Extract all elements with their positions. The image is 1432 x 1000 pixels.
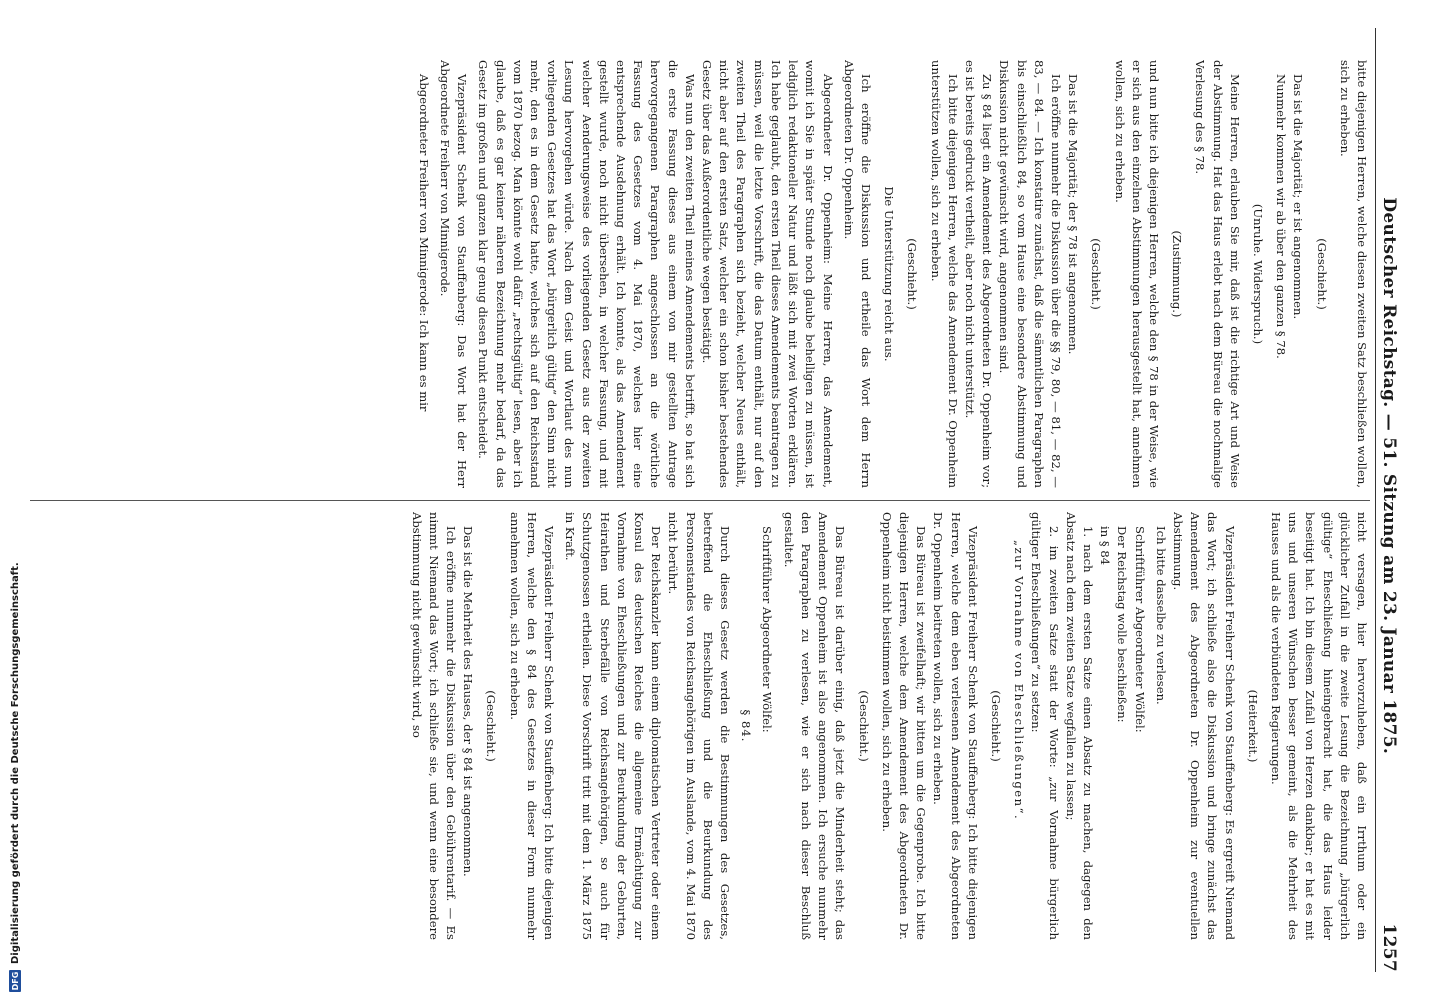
paragraph: Die Unterstützung reicht aus. bbox=[882, 186, 897, 362]
speaker-woelfel: Schriftführer Abgeordneter Wölfel: bbox=[760, 526, 775, 733]
paragraph: Nunmehr kommen wir ab über den ganzen § 78. bbox=[1274, 74, 1289, 359]
quote: „zur Vornahme von Eheschließungen“. bbox=[1012, 540, 1027, 821]
stage-direction: (Geschieht.) bbox=[1089, 238, 1104, 310]
funding-notice: Digitalisierung gefördert durch die Deutsche Forschungsgemeinschaft. bbox=[9, 562, 21, 964]
speech-stauffenberg: Vizepräsident Freiherr Schenk von Stauffenberg: Ich bitte diejenigen Herren, welche den § 84 des Gesetzes in dieser Form nunmehr annehmen wollen, sich zu erheben. bbox=[507, 512, 557, 940]
list-item: 2. im zweiten Satze statt der Worte: „zur Vornahme bürgerlich gültiger Eheschließungen“ zu setzen: bbox=[1029, 512, 1061, 940]
paragraph: Durch dieses Gesetz werden die Bestimmungen des Gesetzes, betreffend die Eheschließung und die Beurkundung des Personenstandes von Reichsangehörigen im Auslande, vom 4. Mai 1870 nicht berührt. bbox=[666, 512, 733, 940]
paragraph: bitte diejenigen Herren, welche diesen zweiten Satz beschließen wollen, sich zu erheben. bbox=[1337, 60, 1369, 488]
paragraph: Ich bitte diejenigen Herren, welche das Amendement Dr. Oppenheim unterstützen wollen, sich zu erheben. bbox=[928, 60, 960, 488]
paragraph: nicht versagen, hier hervorzuheben, daß ein Irrthum oder ein glücklicher Zufall in die zweite Lesung die Bezeichnung „bürgerlich gültige“ Eheschließung hineingebracht hat, die das Haus leider beseitigt hat. Ich bin diesem Zufall von Herzen dankbar; er hat es mit uns und unseren Wünschen besser gemeint, als die Mehrheit des Hauses und als die verbündeten Regierungen. bbox=[1268, 512, 1369, 940]
paragraph: Der Reichskanzler kann einem diplomatischen Vertreter oder einem Konsul des deutschen Reiches die allgemeine Ermächtigung zur Vornahme von Eheschließungen und zur Beurkundung der Geburten, Heirathen und Sterbefälle von Reichsangehörigen, so auch für Schutzgenossen ertheilen. Diese Vorschrift tritt mit dem 1. März 1875 in Kraft. bbox=[563, 512, 664, 940]
running-title: Deutscher Reichstag. — 51. Sitzung am 23. Januar 1875. bbox=[1379, 197, 1399, 755]
speech-stauffenberg: Vizepräsident Schenk von Stauffenberg: Das Wort hat der Herr Abgeordnete Freiherr von Minnigerode. bbox=[438, 60, 470, 488]
speaker-woelfel: Schriftführer Abgeordneter Wölfel: bbox=[1132, 526, 1147, 733]
list-item: 1. nach dem ersten Satze einen Absatz zu machen, dagegen den Absatz nach dem zweiten Satze wegfallen zu lassen; bbox=[1063, 512, 1095, 940]
stage-direction: (Geschieht.) bbox=[1314, 238, 1329, 310]
stage-direction: (Heiterkeit.) bbox=[1245, 689, 1260, 763]
left-column bbox=[30, 60, 1370, 488]
paragraph: Das ist die Mehrheit des Hauses, der § 84 ist angenommen. bbox=[461, 526, 476, 877]
paragraph: Ich eröffne die Diskussion und ertheile das Wort dem Herrn Abgeordneten Dr. Oppenheim. bbox=[841, 60, 873, 488]
stage-direction: (Geschieht.) bbox=[484, 690, 499, 762]
right-column bbox=[30, 512, 1370, 940]
section-heading: § 84. bbox=[739, 709, 754, 743]
paragraph: Das Büreau ist darüber einig, daß jetzt die Minderheit steht; das Amendement Oppenheim ist also angenommen. Ich ersuche nunmehr den Paragraphen zu verlesen, wie er sich nach dieser Beschluß gestaltet. bbox=[781, 512, 848, 940]
speech-oppenheim: Abgeordneter Dr. Oppenheim: Meine Herren, das Amendement, womit ich Sie in später Stunde noch glaube behelligen zu müssen, ist lediglich redaktioneller Natur und läßt sich mit zwei Worten erklären. Ich habe geglaubt, den ersten Theil dieses Amendements beantragen zu müssen, weil die letzte Vorschrift, die das Datum enthält, nur auf den zweiten Theil des Paragraphen sich bezieht, welcher Neues enthält, nicht aber auf den ersten Satz, welcher ein schon bisher bestehendes Gesetz über das Außerordentliche wegen bestätigt. bbox=[700, 60, 835, 488]
speech-stauffenberg: Vizepräsident Freiherr Schenk von Stauffenberg: Es ergreift Niemand das Wort; ich schließe also die Diskussion und bringe zunächst das Amendement des Abgeordneten Dr. Oppenheim zur eventuellen Abstimmung. bbox=[1170, 512, 1237, 940]
stage-direction: (Unruhe. Widerspruch.) bbox=[1250, 203, 1265, 345]
stage-direction: (Geschieht.) bbox=[905, 238, 920, 310]
stage-direction: (Geschieht.) bbox=[988, 690, 1003, 762]
paragraph: in § 84 bbox=[1098, 526, 1113, 566]
speech-stauffenberg: Vizepräsident Freiherr Schenk von Stauffenberg: Ich bitte diejenigen Herren, welche dem eben verlesenen Amendement des Abgeordneten Dr. Oppenheim beitreten wollen, sich zu erheben. bbox=[931, 512, 980, 940]
paragraph: Zu § 84 liegt ein Amendement des Abgeordneten Dr. Oppenheim vor; es ist bereits gedruckt vertheilt, aber noch nicht unterstützt. bbox=[962, 60, 995, 488]
paragraph: Das ist die Majorität; er ist angenommen. bbox=[1291, 74, 1306, 320]
paragraph: Das ist die Majorität; der § 78 ist angenommen. bbox=[1066, 74, 1081, 355]
paragraph: Der Reichstag wolle beschließen: bbox=[1115, 526, 1130, 723]
paragraph: Das Büreau ist zweifelhaft; wir bitten um die Gegenprobe. Ich bitte diejenigen Herren, welche dem Amendement des Abgeordneten Dr. Oppenheim nicht beistimmen wollen, sich zu erheben. bbox=[879, 512, 929, 940]
paragraph: Ich eröffne nunmehr die Diskussion über den Gebührentarif. — Es nimmt Niemand das Wort; ich schließe sie, und wenn eine besondere Abstimmung nicht gewünscht wird, so bbox=[409, 512, 459, 940]
paragraph: Meine Herren, erlauben Sie mir, daß ist die richtige Art und Weise der Abstimmung. Hat das Haus erlebt nach dem Büreau die nochmalige Verlesung des § 78. bbox=[1193, 60, 1242, 488]
paragraph: und nun bitte ich diejenigen Herren, welche den § 78 in der Weise, wie er sich aus den einzelnen Abstimmungen herausgestellt hat, annehmen wollen, sich zu erheben. bbox=[1112, 60, 1161, 488]
stage-direction: (Zustimmung.) bbox=[1170, 230, 1185, 318]
paragraph: Ich eröffne nunmehr die Diskussion über die §§ 79, 80, — 81, — 82, — 83, — 84. — Ich konstatire zunächst, daß die sämmtlichen Paragraphen bis einschließlich 84, so vom Hause eine besondere Abstimmung und Diskussion nicht gewünscht wird, angenommen sind. bbox=[997, 60, 1063, 488]
page-number: 1257 bbox=[1379, 923, 1399, 972]
paragraph: Was nun den zweiten Theil meines Amendements betrifft, so hat sich die erste Fassung dieses aus einem von mir gestellten Antrage hervorgegangenen Paragraphen angeschlossen an die wörtliche Fassung des Gesetzes vom 4. Mai 1870, welches hier eine entsprechende Ausdehnung erhält. Ich konnte, als das Amendement gestellt wurde, noch nicht übersehen, in welcher Fassung, und mit welcher Aenderungsweise des vorliegenden Gesetz aus der zweiten Lesung hervorgehen würde. Nach dem Geist und Wortlaut des nun vorliegenden Gesetzes hat das Wort „bürgerlich gültig“ den Sinn nicht mehr, den es in dem Gesetz hatte, welches sich auf den Reichsstand vom 1870 bezog. Man könnte wohl dafür „rechtsgültig“ lesen, aber ich glaube, daß es gar keiner näheren Bezeichnung mehr bedarf, da das Gesetz im großen und ganzen klar genug diesen Punkt entscheidet. bbox=[476, 60, 697, 488]
speech-minnigerode: Abgeordneter Freiherr von Minnigerode: Ich kann es mir bbox=[416, 74, 431, 412]
column-divider bbox=[30, 500, 1370, 501]
stage-direction: (Geschieht.) bbox=[856, 690, 871, 762]
paragraph: Ich bitte dasselbe zu verlesen. bbox=[1153, 526, 1168, 705]
dfg-logo: DFG bbox=[10, 971, 20, 991]
running-head bbox=[1375, 28, 1402, 972]
funding-footer bbox=[6, 0, 24, 1000]
